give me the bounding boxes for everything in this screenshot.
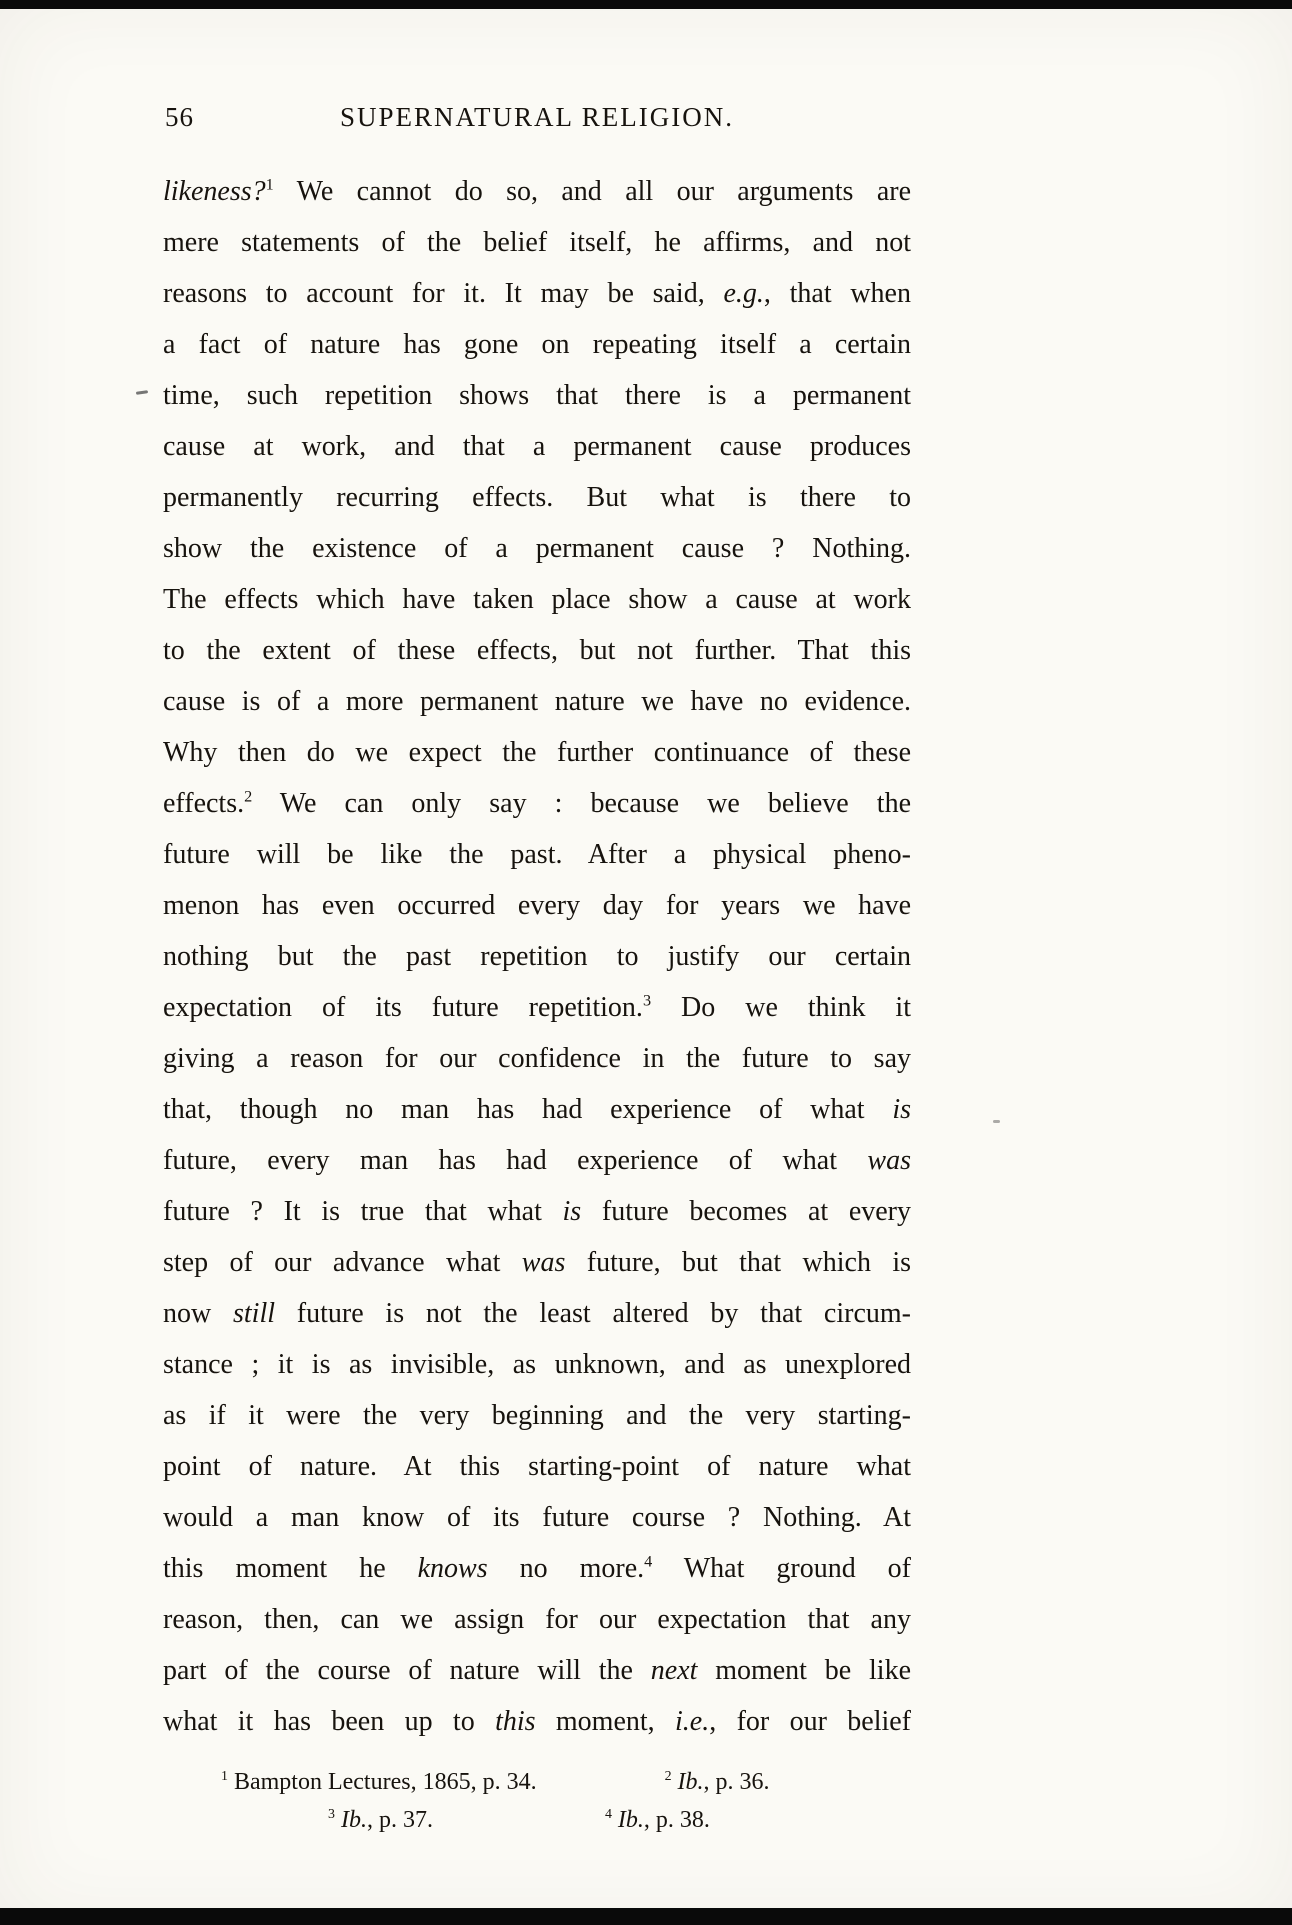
text-line [163, 166, 911, 217]
text-segment: , p. 36. [703, 1769, 770, 1795]
text-segment: giving a reason for our confidence in the future to say [163, 1043, 911, 1074]
footnote-item [328, 1801, 433, 1839]
text-segment: future is not the least altered by that circum- [275, 1298, 911, 1329]
text-segment: permanently recurring effects. But what is there to [163, 482, 911, 513]
text-segment: Why then do we expect the further continuance of these [163, 737, 911, 768]
text-segment: part of the course of nature will the [163, 1655, 651, 1686]
footnote-marker: 3 [642, 991, 652, 1010]
text-segment: future will be like the past. After a physical pheno- [163, 839, 911, 870]
scan-artifact-top-bar [0, 0, 1292, 9]
footnote-item [605, 1801, 710, 1839]
scan-mark-left-margin [136, 390, 148, 395]
text-segment: stance ; it is as invisible, as unknown, and as unexplored [163, 1349, 911, 1380]
text-segment: moment, [535, 1706, 676, 1737]
text-segment: step of our advance what [163, 1247, 522, 1278]
text-line [163, 778, 911, 829]
text-line [163, 1492, 911, 1543]
text-segment: We cannot do so, and all our arguments are [273, 176, 911, 207]
italic-text: this [495, 1706, 536, 1737]
text-segment: time, such repetition shows that there is a permanent [163, 380, 911, 411]
text-segment: as if it were the very beginning and the very starting- [163, 1400, 911, 1431]
page-number: 56 [165, 102, 194, 132]
text-segment: future, but that which is [565, 1247, 911, 1278]
page-header [163, 102, 911, 136]
footnote-item [221, 1763, 537, 1801]
text-segment: show the existence of a permanent cause ? Nothing. [163, 533, 911, 564]
text-line [163, 625, 911, 676]
text-line [163, 268, 911, 319]
text-line [163, 1390, 911, 1441]
text-segment: mere statements of the belief itself, he affirms, and not [163, 227, 911, 258]
text-segment: cause at work, and that a permanent cause produces [163, 431, 911, 462]
text-line [163, 1033, 911, 1084]
italic-text: was [521, 1247, 566, 1278]
text-line [163, 1186, 911, 1237]
text-line [163, 829, 911, 880]
text-line [163, 1441, 911, 1492]
text-segment: reasons to account for it. It may be said, [163, 278, 724, 309]
text-segment: , p. 37. [366, 1807, 433, 1833]
text-segment: , for our belief [709, 1706, 912, 1737]
text-segment: future ? It is true that what [163, 1196, 563, 1227]
text-line [163, 1645, 911, 1696]
body-text [163, 166, 911, 1747]
italic-text: is [892, 1094, 911, 1125]
footnote-row [163, 1801, 911, 1839]
italic-text: Ib. [677, 1769, 704, 1795]
italic-text: i.e. [675, 1706, 710, 1737]
italic-text: next [650, 1655, 698, 1686]
italic-text: is [562, 1196, 582, 1227]
text-segment: no more. [487, 1553, 645, 1584]
text-segment: What ground of [652, 1553, 912, 1584]
text-segment: Do we think it [651, 992, 911, 1023]
text-line [163, 982, 911, 1033]
italic-text: still [233, 1298, 276, 1329]
text-line [163, 217, 911, 268]
footnote-marker: 1 [265, 175, 274, 194]
text-segment: would a man know of its future course ? Nothing. At [163, 1502, 911, 1533]
text-line [163, 370, 911, 421]
text-segment: The effects which have taken place show a cause at work [163, 584, 911, 615]
text-segment: that, though no man has had experience of what [163, 1094, 893, 1125]
text-line [163, 1135, 911, 1186]
text-segment: moment be like [697, 1655, 912, 1686]
text-line [163, 574, 911, 625]
text-segment: effects. [163, 788, 245, 819]
text-segment: future becomes at every [581, 1196, 911, 1227]
italic-text: Ib. [617, 1807, 644, 1833]
footnote-row [163, 1763, 911, 1801]
text-segment: , that when [763, 278, 911, 309]
italic-text: Ib. [340, 1807, 367, 1833]
text-line [163, 931, 911, 982]
text-segment: , p. 38. [643, 1807, 710, 1833]
text-line [163, 472, 911, 523]
text-segment: menon has even occurred every day for years we have [163, 890, 911, 921]
text-line [163, 1543, 911, 1594]
footnotes [163, 1763, 911, 1839]
scan-mark-right-margin [993, 1120, 1000, 1123]
italic-text: likeness? [163, 176, 266, 207]
text-segment: to the extent of these effects, but not further. That this [163, 635, 911, 666]
text-line [163, 727, 911, 778]
scan-artifact-bottom-bar [0, 1908, 1292, 1925]
footnote-marker: 4 [604, 1807, 612, 1822]
footnote-marker: 1 [221, 1769, 228, 1784]
text-segment: reason, then, can we assign for our expectation that any [163, 1604, 911, 1635]
text-segment: We can only say : because we believe the [252, 788, 911, 819]
text-line [163, 421, 911, 472]
text-line [163, 1594, 911, 1645]
text-segment: a fact of nature has gone on repeating itself a certain [163, 329, 911, 360]
footnote-marker: 3 [328, 1807, 335, 1822]
text-line [163, 880, 911, 931]
italic-text: knows [417, 1553, 488, 1584]
text-line [163, 319, 911, 370]
italic-text: e.g. [723, 278, 764, 309]
text-line [163, 1696, 911, 1747]
text-line [163, 1237, 911, 1288]
footnote-item [665, 1763, 770, 1801]
text-segment: Bampton Lectures, 1865, p. 34. [227, 1769, 537, 1795]
text-segment: what it has been up to [163, 1706, 496, 1737]
text-segment: cause is of a more permanent nature we have no evidence. [163, 686, 911, 717]
text-segment: now [163, 1298, 233, 1329]
running-title: SUPERNATURAL RELIGION. [340, 102, 734, 132]
text-line [163, 676, 911, 727]
text-segment: expectation of its future repetition. [163, 992, 643, 1023]
text-segment: point of nature. At this starting-point of nature what [163, 1451, 911, 1482]
italic-text: was [867, 1145, 911, 1176]
text-segment: this moment he [163, 1553, 418, 1584]
text-segment: future, every man has had experience of what [163, 1145, 868, 1176]
text-line [163, 1084, 911, 1135]
text-line [163, 1339, 911, 1390]
footnote-marker: 4 [644, 1552, 653, 1571]
text-segment: nothing but the past repetition to justify our certain [163, 941, 911, 972]
text-line [163, 523, 911, 574]
footnote-marker: 2 [664, 1769, 672, 1784]
footnote-marker: 2 [244, 787, 253, 806]
text-line [163, 1288, 911, 1339]
